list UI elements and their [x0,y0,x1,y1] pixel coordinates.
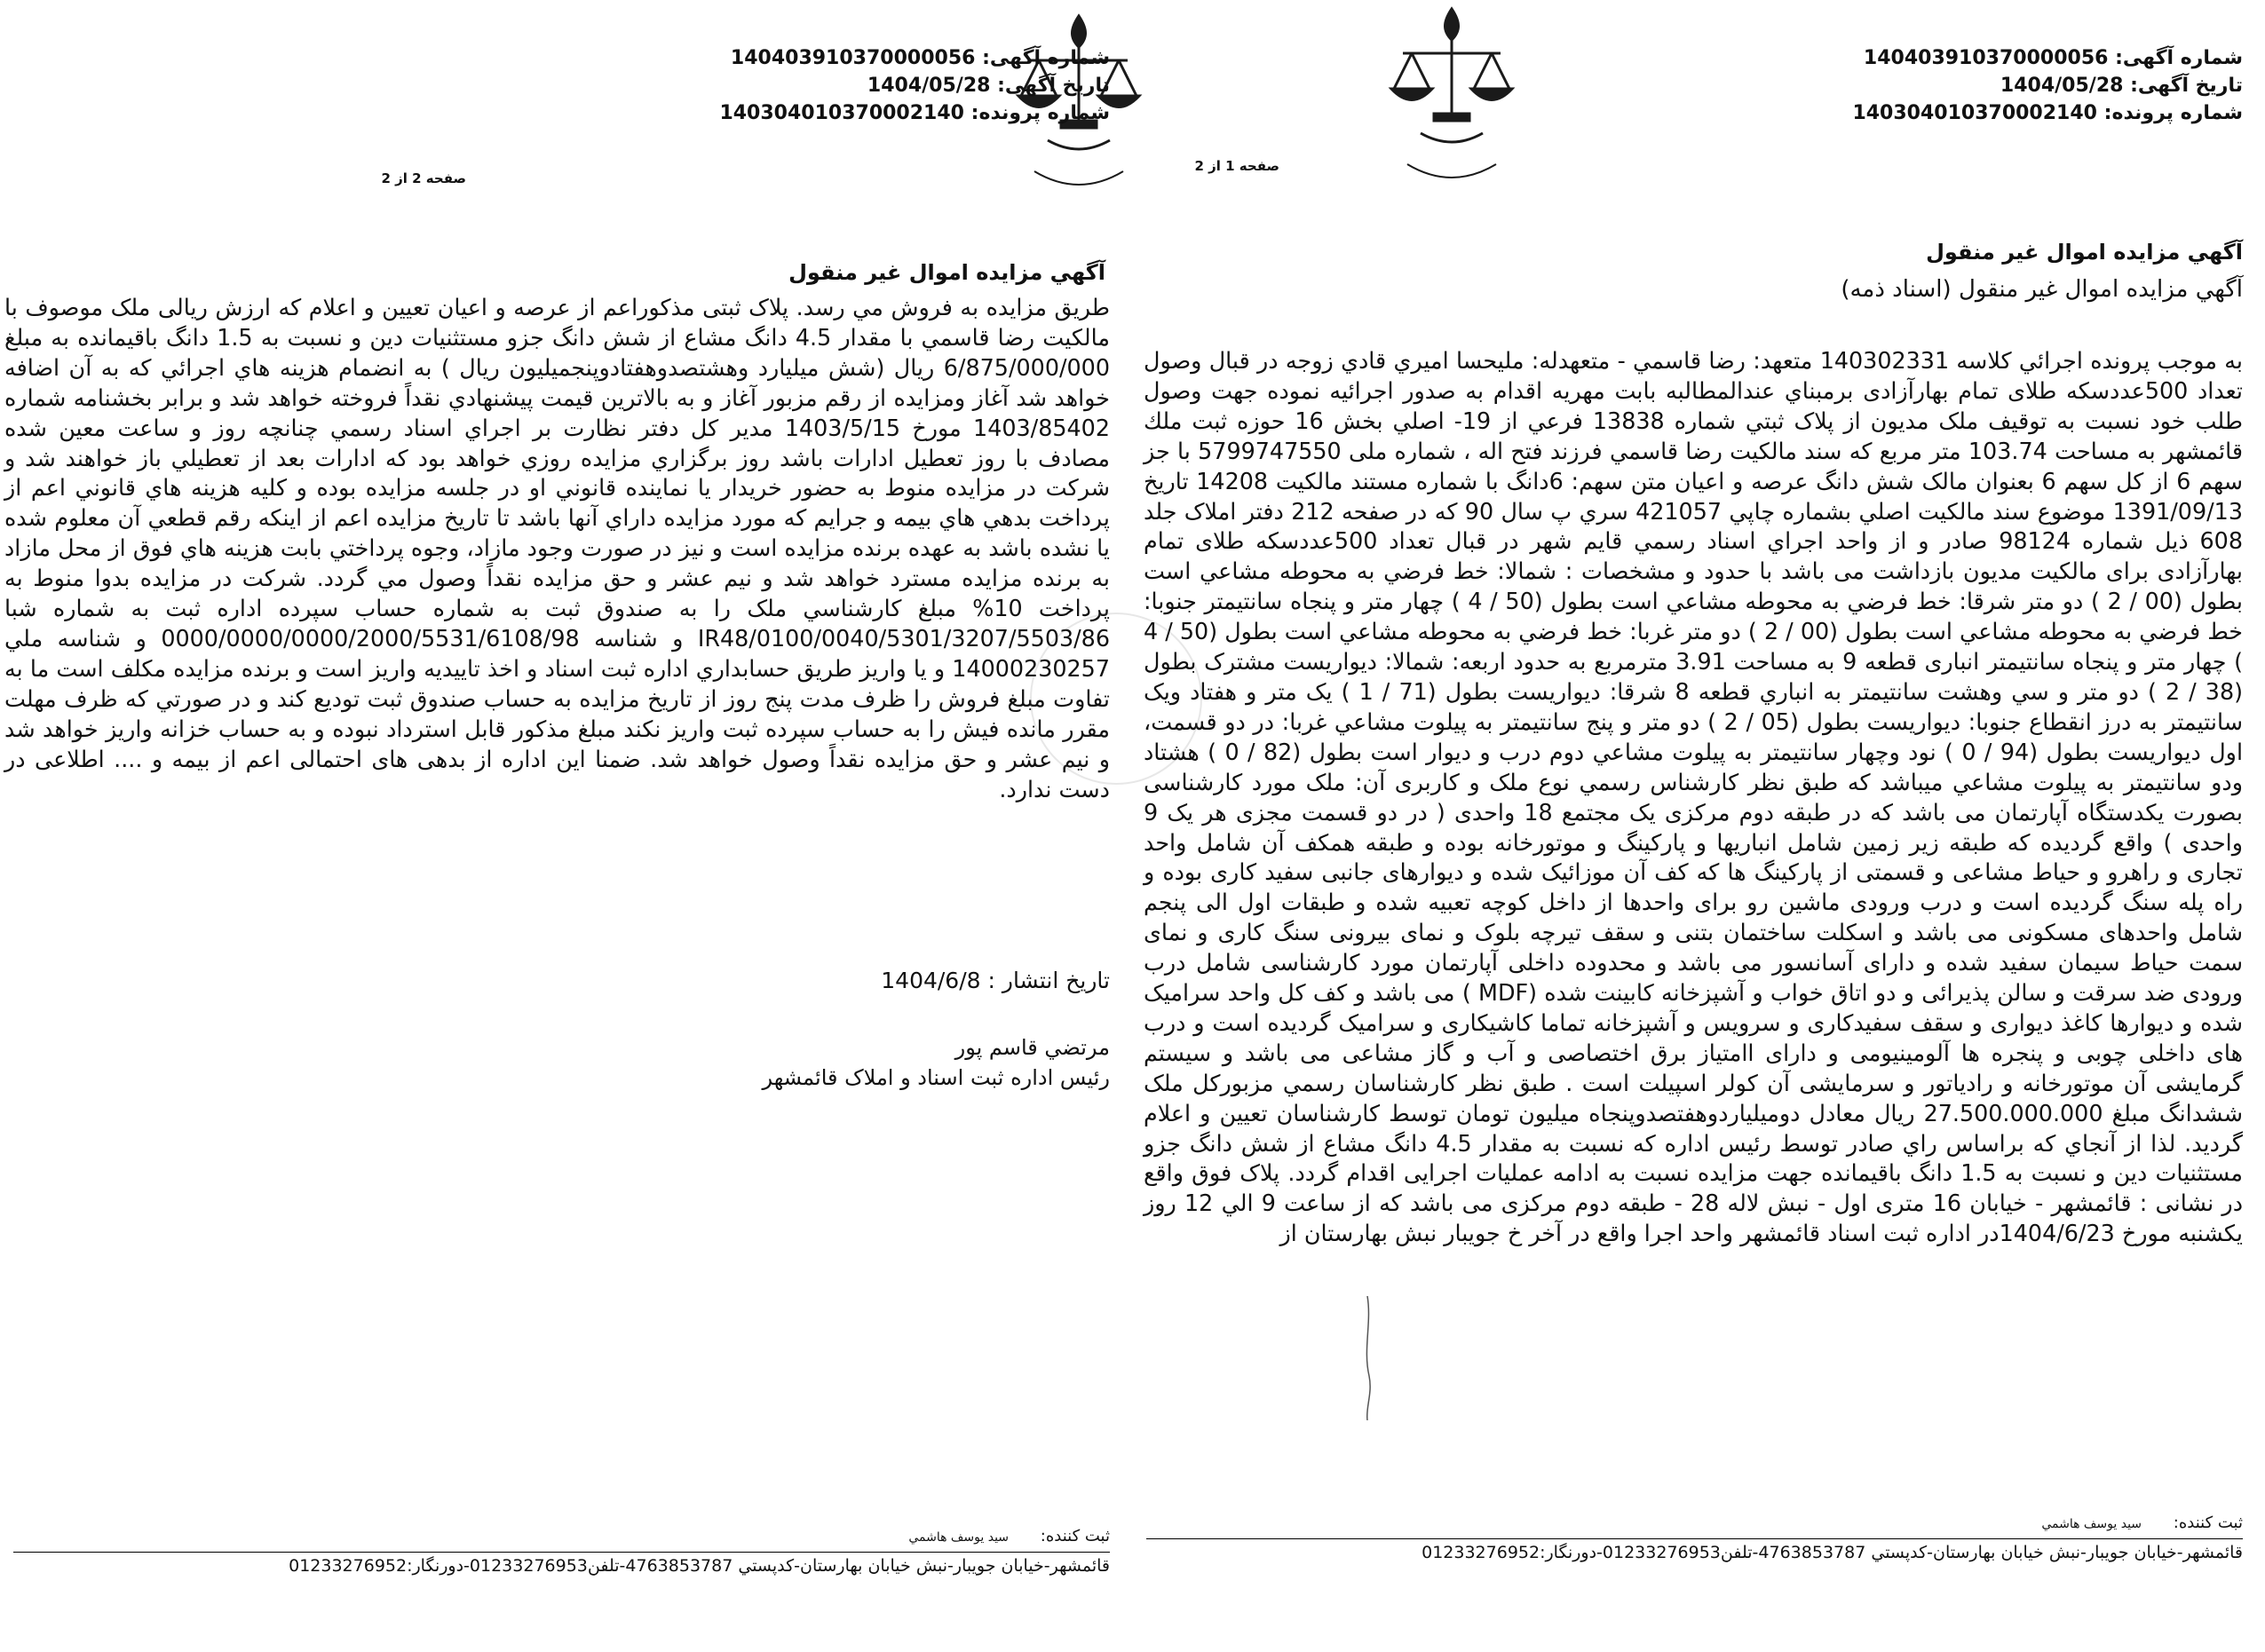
watermark-stamp [1030,613,1202,785]
ad-number: 140403910370000056 [730,47,976,69]
office-address: قائمشهر-خيابان جويبار-نبش خيابان بهارستان-كدپستي 4763853787-تلفن01233276953-دورنگار:01233276952 [1422,1543,2243,1562]
publish-date-label: تاریخ انتشار : [987,968,1110,993]
ad-number: 140403910370000056 [1863,47,2109,69]
ad-number-row [719,44,1110,72]
page-number: صفحه 2 از 2 [381,170,466,186]
ad-date-row [719,72,1110,99]
ad-date-label: تاریخ آگهی: [2130,75,2243,97]
ad-date-label: تاریخ آگهی: [997,75,1110,97]
office-address: قائمشهر-خيابان جويبار-نبش خيابان بهارستان-كدپستي 4763853787-تلفن01233276953-دورنگار:01233276952 [289,1556,1110,1576]
ad-number-row [1852,44,2243,72]
header-meta [1852,44,2243,127]
scales-of-justice-icon [1372,0,1532,195]
notice-body [1144,346,2243,1249]
signatory-name: مرتضي قاسم پور [954,1035,1110,1060]
judiciary-emblem [1372,0,1532,195]
registrar-label: ثبت كننده: [1040,1527,1110,1545]
page-number: صفحه 1 از 2 [1194,158,1279,174]
registrar-label: ثبت كننده: [2173,1514,2243,1532]
notice-subtitle: آگهي مزايده اموال غير منقول (اسناد ذمه) [1841,276,2243,303]
file-number-label: شماره پرونده: [2103,102,2243,124]
file-number: 140304010370002140 [1852,102,2097,124]
signature-block [762,1032,1110,1093]
ad-number-label: شماره آگهی: [982,47,1110,69]
ad-date-row [1852,72,2243,99]
registrar-name: سيد يوسف هاشمي [908,1530,1010,1545]
footer-divider [1146,1538,2243,1539]
header-meta [719,44,1110,127]
publish-date-value: 1404/6/8 [881,968,981,993]
file-number-row [1852,99,2243,127]
registrar [2041,1514,2243,1532]
file-number-label: شماره پرونده: [970,102,1110,124]
notice-page-2 [0,0,1132,1652]
notice-page-1 [1132,0,2265,1652]
ad-date: 1404/05/28 [867,75,991,97]
handwritten-mark-icon [1350,1296,1385,1420]
footer-divider [13,1552,1110,1553]
file-number: 140304010370002140 [719,102,964,124]
registrar [908,1527,1110,1545]
signatory-title: رئيس اداره ثبت اسناد و املاک قائمشهر [762,1065,1110,1090]
notice-body-text: طريق مزايده به فروش مي رسد. پلاک ثبتی مذکوراعم از عرصه و اعيان تعيين و اعلام كه ارزش ريالی ملک موصوف با مالكيت رضا قاسمي با مقدار 4.5 دانگ مشاع از شش دانگ جزو مستثنیات دین و نسبت به 1.5 دانگ باقیمانده به مبلغ 6/875/000/000 ريال (شش میلیارد وهشتصدوهفتادوپنجمیلیون ریال ) به انضمام هزينه هاي اجرائي كه به آن اضافه خواهد شد آغاز ومزايده از رقم مزبور آغاز و به بالاترين قيمت پيشنهادي نقداً فروخته خواهد شد و برابر بخشنامه شماره 1403/85402 مورخ 1403/5/15 مدير كل دفتر نظارت بر اجراي اسناد رسمي چنانچه روز و ساعت معين شده مصادف با روز تعطيل ادارات باشد روز برگزاري مزايده روزي خواهد بود كه ادارات بعد از تعطيلي باز خواهند شد و شركت در مزايده منوط به حضور خريدار يا نماينده قانوني او در جلسه مزايده بوده و كليه هزينه هاي قانوني اعم از پرداخت بدهي هاي بيمه و جرايم كه مورد مزايده داراي آنها باشد تا تاريخ مزايده اعم از اينكه رقم قطعي آن معلوم شده يا نشده باشد به عهده برنده مزايده است و نيز در صورت وجود مازاد، وجوه پرداختي بابت هزينه هاي فوق از محل مازاد به برنده مزايده مسترد خواهد شد و نيم عشر و حق مزايده نقداً وصول مي گردد. شرکت در مزايده بدوا منوط به پرداخت 10% مبلغ کارشناسي ملک را به صندوق ثبت به شماره حساب سپرده اداره ثبت به شماره شبا IR48/0100/0040/5301/3207/5503/86 و شناسه 0000/0000/0000/2000/5531/6108/98 و شناسه ملي 14000230257 و يا واريز طريق حسابداري اداره ثبت اسناد و اخذ تاييديه واريز است و برنده مزايده مکلف است ما به تفاوت مبلغ فروش را ظرف مدت پنج روز از تاريخ مزايده به حساب صندوق ثبت توديع کند و در صورتي که ظرف مهلت مقرر مانده فيش را به حساب سپرده ثبت واريز نکند مبلغ مذکور قابل استرداد نبوده و به حساب خزانه واريز خواهد شد و نيم عشر و حق مزايده نقداً وصول خواهد شد. ضمنا اين اداره از بدهی های احتمالی اعم از بيمه و .... اطلاعی در دست ندارد. [4,294,1111,802]
ad-date: 1404/05/28 [2000,75,2124,97]
ad-number-label: شماره آگهی: [2115,47,2243,69]
registrar-name: سيد يوسف هاشمي [2041,1517,2142,1531]
notice-body-text: به موجب پرونده اجرائي كلاسه 140302331 متعهد: رضا قاسمي - متعهدله: مليحسا اميري قادي زوجه در قبال وصول تعداد 500عددسکه طلای تمام بهارآزادی برمبناي عندالمطالبه بابت مهريه اقدام به صدور اجرائيه نموده جهت وصول طلب خود نسبت به توقيف ملک مديون از پلاک ثبتي شماره 13838 فرعي از 19- اصلي بخش 16 حوزه ثبت ملك قائمشهر به مساحت 103.74 متر مربع كه سند مالكيت رضا قاسمي فرزند فتح اله ، شماره ملی 5799747550 با جز سهم 6 از کل سهم 6 بعنوان مالک شش دانگ عرصه و اعيان متن سهم: 6دانگ با شماره مستند مالکيت 14208 تاريخ 1391/09/13 موضوع سند مالکيت اصلي بشماره چاپي 421057 سري پ سال 90 که در صفحه 212 دفتر املاک جلد 608 ذيل شماره 98124 صادر و از واحد اجراي اسناد رسمي قايم شهر در قبال تعداد 500عددسکه طلای تمام بهارآزادی برای مالکیت مدیون بازداشت می باشد با حدود و مشخصات : شمالا: خط فرضي به محوطه مشاعي است بطول (00 / 2 ) دو متر شرقا: خط فرضي به محوطه مشاعي است بطول (50 / 4 ) چهار متر و پنجاه سانتيمتر جنوبا: خط فرضي به محوطه مشاعي است بطول (00 / 2 ) دو متر غربا: خط فرضي به محوطه مشاعي است بطول (50 / 4 ) چهار متر و پنجاه سانتيمتر انباری قطعه 9 به مساحت 3.91 مترمربع به حدود اربعه: شمالا: ديواريست مشترک بطول (38 / 2 ) دو متر و سي وهشت سانتيمتر به انباري قطعه 8 شرقا: ديواريست بطول (71 / 1 ) يک متر و هفتاد ويک سانتيمتر به درز انقطاع جنوبا: ديواريست بطول (05 / 2 ) دو متر و پنج سانتيمتر به پيلوت مشاعي غربا: در دو قسمت، اول ديواريست بطول (94 / 0 ) نود وچهار سانتيمتر به پيلوت مشاعي دوم درب و ديوار است بطول (82 / 0 ) هشتاد ودو سانتيمتر به پيلوت مشاعي میباشد كه طبق نظر كارشناس رسمي نوع ملک و كاربری آن: ملک مورد کارشناسی بصورت یکدستگاه آپارتمان می باشد که در طبقه دوم مرکزی یک مجتمع 18 واحدی ( در دو قسمت مجزی هر یک 9 واحدی ) واقع گردیده که طبقه زیر زمین شامل انباریها و پارکینگ و موتورخانه بوده و طبقه همکف آن شامل واحد تجاری و راهرو و حیاط مشاعی و قسمتی از پارکینگ ها که کف آن موزائیک شده و دیوارهای جانبی سفید کاری بوده و راه پله سنگ گردیده است و درب ورودی ماشین رو برای واحدها از داخل کوچه تعبیه شده و طبقات اول الی پنجم شامل واحدهای مسکونی می باشد و اسکلت ساختمان بتنی و سقف تیرچه بلوک و نمای بیرونی سنگ کاری و نمای سمت حیاط سیمان سفید شده و دارای آسانسور می باشد و محدوده داخلی آپارتمان مورد کارشناسی شامل درب ورودی ضد سرقت و سالن پذیرائی و دو اتاق خواب و آشپزخانه کابینت شده (MDF ) می باشد و کف کل واحد سرامیک شده و دیوارها کاغذ دیواری و سقف سفیدکاری و سرویس و آشپزخانه تماما کاشیکاری و سرامیک گردیده است و درب های داخلی چوبی و پنجره ها آلومینیومی و دارای اامتیاز برق اختصاصی و آب و گاز مشاعی می باشد و سیستم گرمایشی آن موتورخانه و رادیاتور و سرمایشی آن کولر اسپیلت است . طبق نظر کارشناسان رسمي مزبورکل ملک ششدانگ مبلغ 27.500.000.000 ريال معادل دومیلیاردوهفتصدوپنجاه میلیون تومان توسط کارشناسان تعيين و اعلام گرديد. لذا از آنجاي كه براساس راي صادر توسط رئيس اداره كه نسبت به مقدار 4.5 دانگ مشاع از شش دانگ جزو مستثنیات دین و نسبت به 1.5 دانگ باقیمانده جهت مزایده نسبت به ادامه عملیات اجرایی اقدام گردد. پلاک فوق واقع در نشانی : قائمشهر - خیابان 16 متری اول - نبش لاله 28 - طبقه دوم مرکزی می باشد که از ساعت 9 الي 12 روز يکشنبه مورخ 1404/6/23در اداره ثبت اسناد قائمشهر واحد اجرا واقع در آخر خ جويبار نبش بهارستان از [1144,347,2244,1247]
notice-body [4,293,1110,804]
file-number-row [719,99,1110,127]
notice-title: آگهي مزايده اموال غير منقول [1926,240,2243,265]
notice-title: آگهي مزايده اموال غير منقول [788,260,1105,285]
publish-date [881,968,1110,993]
